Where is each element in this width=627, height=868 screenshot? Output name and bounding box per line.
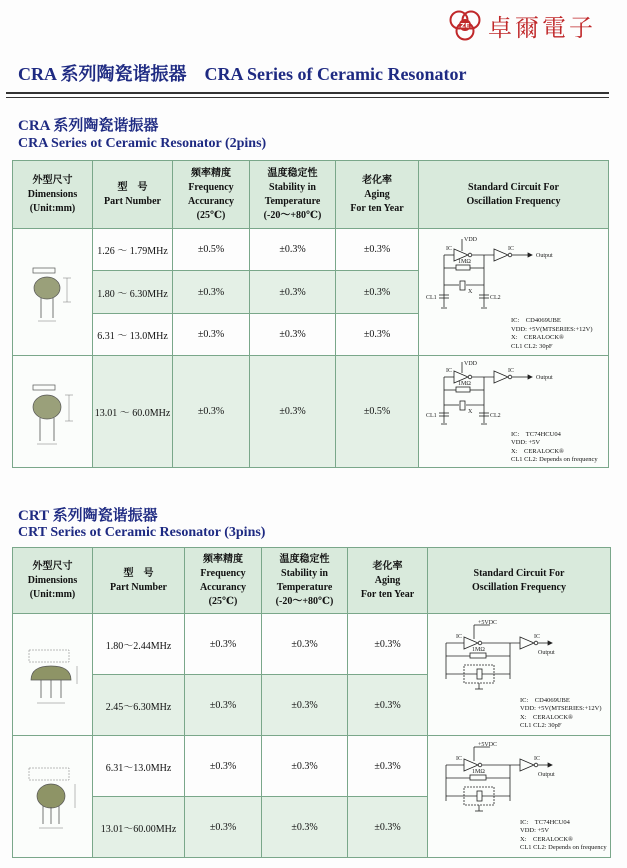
logo-text: 卓爾電子: [488, 14, 596, 42]
crt-aging-2: ±0.3%: [348, 675, 428, 736]
table-row: [13, 229, 609, 271]
svg-text:1MΩ: 1MΩ: [472, 768, 485, 775]
crt-section-title-cn: CRT 系列陶瓷谐振器: [18, 508, 158, 524]
resonator-3pin-drawing-icon: [21, 760, 85, 834]
crt-stab-2: ±0.3%: [262, 675, 348, 736]
crt-circuit-1: [428, 614, 611, 736]
cra-part-1: 1.26 ～ 1.79MHz: [93, 229, 173, 271]
cra-aging-1: ±0.3%: [336, 229, 419, 271]
svg-text:X: X: [467, 408, 472, 415]
svg-text:CL1: CL1: [425, 295, 437, 301]
cra-section-title-cn: CRA 系列陶瓷谐振器: [18, 118, 159, 134]
svg-text:VDD: VDD: [463, 237, 477, 243]
svg-text:IC: IC: [507, 246, 514, 252]
header-part-number: 型 号 Part Number: [93, 161, 173, 229]
cra-section-title-en: CRA Series ot Ceramic Resonator (2pins): [18, 136, 267, 151]
crt-section-title-en: CRT Series ot Ceramic Resonator (3pins): [18, 525, 266, 540]
crt-acc-3: ±0.3%: [185, 736, 262, 797]
svg-text:1MΩ: 1MΩ: [457, 380, 471, 387]
cra-part-3: 6.31 ～ 13.0MHz: [93, 314, 173, 356]
svg-text:VDD: VDD: [463, 360, 477, 367]
crt-part-4: 13.01～60.00MHz: [93, 797, 185, 858]
header-stability: 温度稳定性 Stability in Temperature (-20～+80℃): [250, 161, 336, 229]
crt-dimension-drawing-2: [13, 736, 93, 858]
svg-text:Output: Output: [538, 771, 555, 778]
logo-mark-text: ZE: [460, 21, 470, 29]
svg-text:CL2: CL2: [489, 412, 501, 419]
cra-circuit-2-notes: IC: TC74HCU04 VDD: +5V X: CERALOCK® CL1 CL2: Depends on frequency: [511, 430, 598, 463]
crt-circuit-1-notes: IC: CD4069UBE VDD: +5V(MTSERIES:+12V) X: CERALOCK® CL1 CL2: 30pF: [520, 696, 602, 729]
crt-aging-4: ±0.3%: [348, 797, 428, 858]
cra-spec-table: [12, 160, 609, 468]
table-row: [13, 736, 611, 797]
page-title: CRA 系列陶瓷谐振器 CRA Series of Ceramic Resonator: [18, 64, 467, 84]
cra-aging-3: ±0.3%: [336, 314, 419, 356]
header-accuracy: 频率精度 Frequency Accurancy (25℃): [173, 161, 250, 229]
oscillator-circuit-3pin-diagram-icon: [434, 741, 604, 817]
svg-text:CL1: CL1: [425, 412, 437, 419]
svg-text:IC: IC: [507, 367, 514, 374]
header-dimensions: 外型尺寸 Dimensions (Unit:mm): [13, 548, 93, 614]
crt-aging-3: ±0.3%: [348, 736, 428, 797]
svg-text:Output: Output: [538, 649, 555, 656]
header-part-number: 型 号 Part Number: [93, 548, 185, 614]
cra-acc-2: ±0.3%: [173, 271, 250, 314]
crt-part-1: 1.80～2.44MHz: [93, 614, 185, 675]
cra-aging-2: ±0.3%: [336, 271, 419, 314]
cra-part-2: 1.80 ～ 6.30MHz: [93, 271, 173, 314]
svg-text:Output: Output: [535, 374, 553, 381]
crt-acc-1: ±0.3%: [185, 614, 262, 675]
cra-aging-4: ±0.5%: [336, 356, 419, 468]
svg-text:+5VDC: +5VDC: [478, 619, 498, 626]
cra-part-4: 13.01 ～ 60.0MHz: [93, 356, 173, 468]
cra-stab-3: ±0.3%: [250, 314, 336, 356]
svg-text:1MΩ: 1MΩ: [457, 259, 471, 265]
svg-text:IC: IC: [456, 755, 462, 762]
crt-dimension-drawing-1: [13, 614, 93, 736]
cra-circuit-1-notes: IC: CD4069UBE VDD: +5V(MTSERIES:+12V) X: CERALOCK® CL1 CL2: 30pF: [511, 317, 593, 350]
cra-stab-4: ±0.3%: [250, 356, 336, 468]
svg-text:IC: IC: [534, 755, 540, 762]
header-stability: 温度稳定性 Stability in Temperature (-20～+80℃): [262, 548, 348, 614]
crt-header-row: [13, 548, 611, 614]
crt-aging-1: ±0.3%: [348, 614, 428, 675]
header-circuit: Standard Circuit For Oscillation Frequency: [428, 548, 611, 614]
title-rule: [6, 92, 609, 94]
svg-text:IC: IC: [445, 246, 452, 252]
crt-circuit-2: [428, 736, 611, 858]
oscillator-circuit-diagram-icon: [424, 233, 604, 315]
header-dimensions: 外型尺寸 Dimensions (Unit:mm): [13, 161, 93, 229]
cra-dimension-drawing-2: [13, 356, 93, 468]
crt-part-3: 6.31～13.0MHz: [93, 736, 185, 797]
oscillator-circuit-3pin-diagram-icon: [434, 619, 604, 695]
cra-circuit-2: [419, 356, 609, 468]
header-circuit: Standard Circuit For Oscillation Frequency: [419, 161, 609, 229]
cra-acc-3: ±0.3%: [173, 314, 250, 356]
cra-stab-1: ±0.3%: [250, 229, 336, 271]
svg-text:IC: IC: [534, 633, 540, 640]
crt-part-2: 2.45～6.30MHz: [93, 675, 185, 736]
header-aging: 老化率 Aging For ten Year: [336, 161, 419, 229]
svg-text:+5VDC: +5VDC: [478, 741, 498, 748]
oscillator-circuit-diagram-icon: [424, 359, 604, 429]
header-aging: 老化率 Aging For ten Year: [348, 548, 428, 614]
table-row: [13, 614, 611, 675]
cra-dimension-drawing-1: [13, 229, 93, 356]
cra-header-row: [13, 161, 609, 229]
resonator-3pin-drawing-icon: [21, 640, 85, 710]
cra-circuit-1: [419, 229, 609, 356]
crt-stab-1: ±0.3%: [262, 614, 348, 675]
svg-text:CL2: CL2: [489, 295, 501, 301]
svg-text:Output: Output: [535, 253, 553, 259]
svg-text:1MΩ: 1MΩ: [472, 646, 485, 653]
crt-stab-4: ±0.3%: [262, 797, 348, 858]
cra-acc-4: ±0.3%: [173, 356, 250, 468]
crt-circuit-2-notes: IC: TC74HCU04 VDD: +5V X: CERALOCK® CL1 CL2: Depends on frequency: [520, 818, 607, 851]
resonator-2pin-drawing-icon: [23, 260, 83, 324]
logo-mark-icon: [448, 9, 482, 43]
crt-spec-table: [12, 547, 611, 858]
header-accuracy: 频率精度 Frequency Accurancy (25℃): [185, 548, 262, 614]
cra-stab-2: ±0.3%: [250, 271, 336, 314]
crt-acc-4: ±0.3%: [185, 797, 262, 858]
table-row: [13, 356, 609, 468]
svg-text:IC: IC: [445, 367, 452, 374]
company-logo: [448, 8, 596, 43]
cra-acc-1: ±0.5%: [173, 229, 250, 271]
crt-stab-3: ±0.3%: [262, 736, 348, 797]
svg-text:IC: IC: [456, 633, 462, 640]
svg-text:X: X: [467, 289, 472, 295]
title-rule-thin: [6, 97, 609, 98]
crt-acc-2: ±0.3%: [185, 675, 262, 736]
resonator-2pin-drawing-icon: [23, 377, 83, 447]
